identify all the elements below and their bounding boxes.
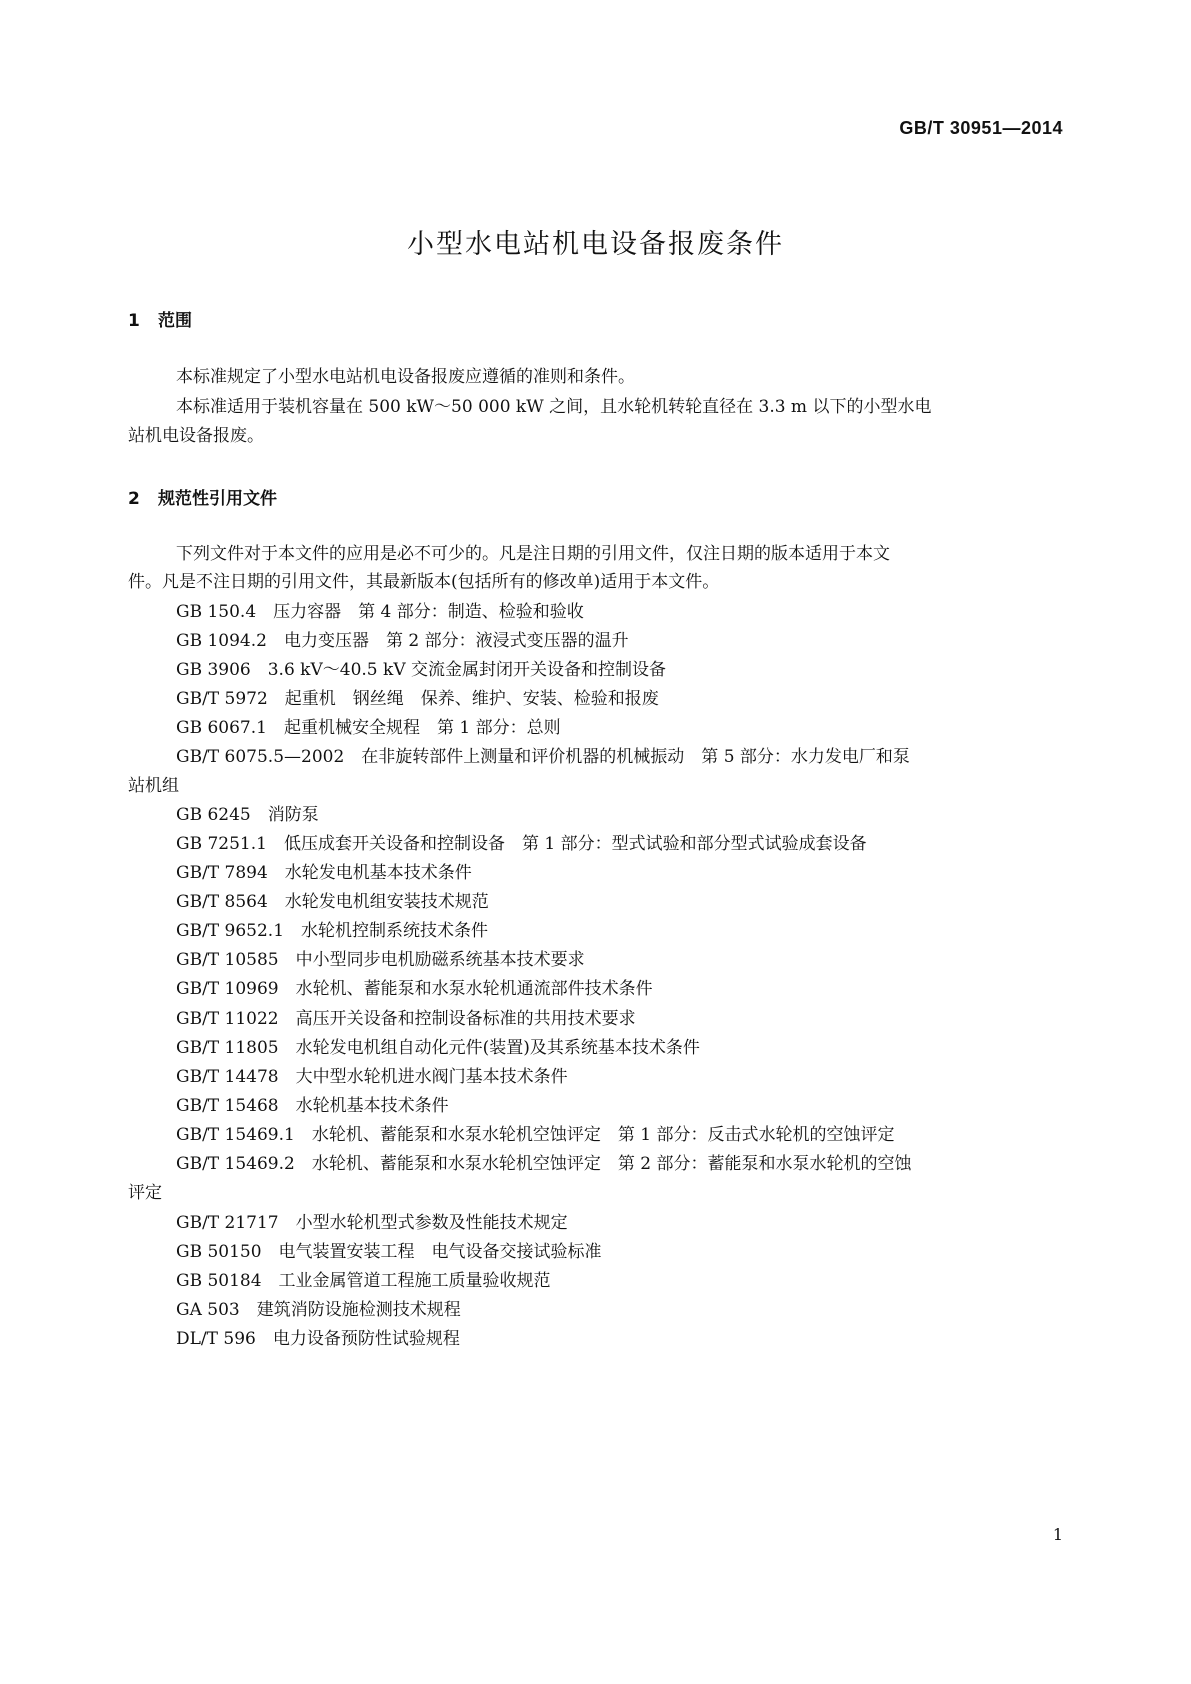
reference-item: GB/T 10585 中小型同步电机励磁系统基本技术要求	[176, 950, 585, 970]
section-number: 1	[128, 311, 140, 331]
reference-item-continuation: 站机组	[128, 776, 179, 796]
page-number: 1	[1052, 1525, 1063, 1544]
reference-item: GB/T 8564 水轮发电机组安装技术规范	[176, 892, 489, 912]
paragraph-line: 件。凡是不注日期的引用文件，其最新版本(包括所有的修改单)适用于本文件。	[128, 572, 720, 592]
reference-item: GB/T 15469.1 水轮机、蓄能泵和水泵水轮机空蚀评定 第 1 部分：反击式水轮机的空蚀评定	[176, 1125, 895, 1145]
paragraph-line: 本标准适用于装机容量在 500 kW～50 000 kW 之间，且水轮机转轮直径在 3.3 m 以下的小型水电	[176, 397, 932, 417]
paragraph-line: 站机电设备报废。	[128, 426, 264, 446]
reference-item: GB/T 15469.2 水轮机、蓄能泵和水泵水轮机空蚀评定 第 2 部分：蓄能泵和水泵水轮机的空蚀	[176, 1154, 912, 1174]
reference-item: GB 1094.2 电力变压器 第 2 部分：液浸式变压器的温升	[176, 631, 629, 651]
reference-item: GB/T 21717 小型水轮机型式参数及性能技术规定	[176, 1213, 568, 1233]
reference-item: GB/T 7894 水轮发电机基本技术条件	[176, 863, 472, 883]
paragraph-line: 下列文件对于本文件的应用是必不可少的。凡是注日期的引用文件，仅注日期的版本适用于本文	[176, 544, 890, 564]
reference-item: GA 503 建筑消防设施检测技术规程	[176, 1300, 461, 1320]
section-number: 2	[128, 489, 140, 509]
document-title: 小型水电站机电设备报废条件	[407, 229, 784, 260]
reference-item: GB 50150 电气装置安装工程 电气设备交接试验标准	[176, 1242, 602, 1262]
reference-item: GB 150.4 压力容器 第 4 部分：制造、检验和验收	[176, 602, 584, 622]
reference-item: GB/T 11022 高压开关设备和控制设备标准的共用技术要求	[176, 1009, 636, 1029]
section-heading-references	[128, 484, 277, 509]
reference-item: GB/T 11805 水轮发电机组自动化元件(装置)及其系统基本技术条件	[176, 1038, 700, 1058]
reference-item: GB/T 5972 起重机 钢丝绳 保养、维护、安装、检验和报废	[176, 689, 659, 709]
reference-item: GB 3906 3.6 kV～40.5 kV 交流金属封闭开关设备和控制设备	[176, 660, 666, 680]
reference-item: GB 50184 工业金属管道工程施工质量验收规范	[176, 1271, 551, 1291]
reference-item: GB/T 15468 水轮机基本技术条件	[176, 1096, 449, 1116]
paragraph-line: 本标准规定了小型水电站机电设备报废应遵循的准则和条件。	[176, 367, 635, 387]
reference-item: DL/T 596 电力设备预防性试验规程	[176, 1329, 460, 1349]
reference-item: GB/T 6075.5—2002 在非旋转部件上测量和评价机器的机械振动 第 5 部分：水力发电厂和泵	[176, 747, 910, 767]
standard-code: GB/T 30951—2014	[899, 118, 1063, 138]
reference-item: GB/T 9652.1 水轮机控制系统技术条件	[176, 921, 489, 941]
section-title: 规范性引用文件	[158, 489, 277, 509]
reference-item: GB 6067.1 起重机械安全规程 第 1 部分：总则	[176, 718, 561, 738]
reference-item-continuation: 评定	[128, 1183, 162, 1203]
section-heading-scope	[128, 306, 192, 331]
section-title: 范围	[158, 311, 192, 331]
reference-item: GB 7251.1 低压成套开关设备和控制设备 第 1 部分：型式试验和部分型式试验成套设备	[176, 834, 867, 854]
reference-item: GB 6245 消防泵	[176, 805, 319, 825]
reference-item: GB/T 14478 大中型水轮机进水阀门基本技术条件	[176, 1067, 568, 1087]
reference-item: GB/T 10969 水轮机、蓄能泵和水泵水轮机通流部件技术条件	[176, 979, 653, 999]
